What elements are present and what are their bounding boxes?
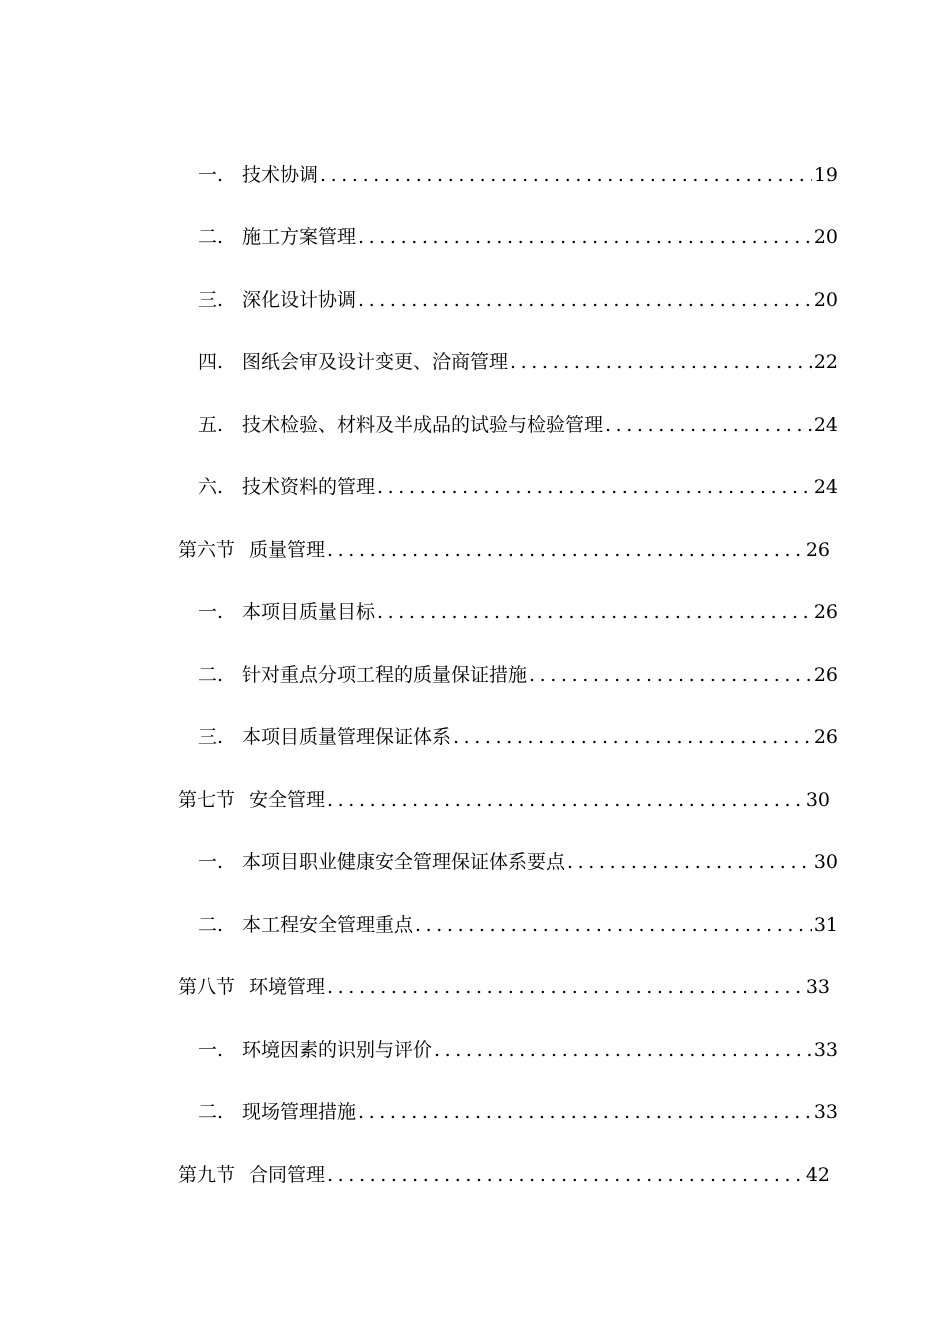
- toc-entry-number: 三.: [198, 289, 224, 311]
- dot-leader: [358, 1092, 812, 1132]
- dot-leader: [327, 967, 804, 1007]
- dot-leader: [327, 530, 804, 570]
- dot-leader: [510, 342, 812, 382]
- toc-entry-title: 现场管理措施: [242, 1101, 357, 1123]
- dot-leader: [377, 467, 812, 507]
- dot-leader: [453, 717, 812, 757]
- toc-entry-page: 30: [805, 789, 830, 811]
- toc-entry-title: 本工程安全管理重点: [242, 914, 414, 936]
- dot-leader: [358, 280, 812, 320]
- toc-entry[interactable]: [198, 405, 838, 445]
- toc-entry-page: 33: [813, 1101, 838, 1123]
- toc-entry-title: 技术协调: [242, 164, 319, 186]
- toc-section-number: 第六节: [178, 539, 236, 561]
- toc-entry[interactable]: [198, 842, 838, 882]
- toc-entry-page: 42: [805, 1164, 830, 1186]
- toc-entry-title: 本项目职业健康安全管理保证体系要点: [242, 851, 566, 873]
- dot-leader: [529, 655, 812, 695]
- toc-entry[interactable]: [198, 1092, 838, 1132]
- toc-entry[interactable]: [198, 592, 838, 632]
- toc-entry-title: 深化设计协调: [242, 289, 357, 311]
- toc-entry-number: 三.: [198, 726, 224, 748]
- toc-entry-number: 六.: [198, 476, 224, 498]
- dot-leader: [567, 842, 812, 882]
- toc-entry[interactable]: [198, 342, 838, 382]
- toc-entry-page: 24: [813, 476, 838, 498]
- toc-entry-page: 20: [813, 226, 838, 248]
- dot-leader: [377, 592, 812, 632]
- toc-entry-page: 26: [813, 664, 838, 686]
- toc-entry-number: 一.: [198, 1039, 224, 1061]
- toc-entry-page: 24: [813, 414, 838, 436]
- toc-entry-number: 一.: [198, 164, 224, 186]
- toc-entry-page: 33: [805, 976, 830, 998]
- toc-entry-title: 施工方案管理: [242, 226, 357, 248]
- toc-entry[interactable]: [198, 280, 838, 320]
- toc-section-title: 质量管理: [249, 539, 326, 561]
- toc-entry-number: 二.: [198, 664, 224, 686]
- toc-section-entry[interactable]: [178, 780, 830, 820]
- toc-entry-page: 31: [813, 914, 838, 936]
- dot-leader: [415, 905, 812, 945]
- toc-entry[interactable]: [198, 905, 838, 945]
- toc-entry-title: 本项目质量管理保证体系: [242, 726, 452, 748]
- toc-entry[interactable]: [198, 717, 838, 757]
- toc-entry-number: 二.: [198, 1101, 224, 1123]
- toc-entry-title: 本项目质量目标: [242, 601, 376, 623]
- toc-entry-number: 一.: [198, 601, 224, 623]
- toc-entry[interactable]: [198, 467, 838, 507]
- toc-entry-page: 26: [805, 539, 830, 561]
- toc-entry-number: 五.: [198, 414, 224, 436]
- toc-entry-page: 26: [813, 601, 838, 623]
- dot-leader: [358, 217, 812, 257]
- toc-section-title: 安全管理: [249, 789, 326, 811]
- dot-leader: [320, 155, 812, 195]
- toc-entry-page: 33: [813, 1039, 838, 1061]
- toc-entry-page: 26: [813, 726, 838, 748]
- toc-section-title: 合同管理: [249, 1164, 326, 1186]
- toc-entry-page: 19: [813, 164, 838, 186]
- toc-entry-page: 20: [813, 289, 838, 311]
- toc-entry[interactable]: [198, 655, 838, 695]
- toc-entry-page: 30: [813, 851, 838, 873]
- toc-entry-title: 技术检验、材料及半成品的试验与检验管理: [242, 414, 604, 436]
- toc-entry[interactable]: [198, 217, 838, 257]
- toc-entry-page: 22: [813, 351, 838, 373]
- toc-section-number: 第九节: [178, 1164, 236, 1186]
- dot-leader: [434, 1030, 812, 1070]
- toc-section-entry[interactable]: [178, 967, 830, 1007]
- dot-leader: [605, 405, 812, 445]
- toc-entry-number: 二.: [198, 914, 224, 936]
- dot-leader: [327, 1155, 804, 1195]
- dot-leader: [327, 780, 804, 820]
- toc-entry-number: 二.: [198, 226, 224, 248]
- toc-section-number: 第八节: [178, 976, 236, 998]
- toc-section-title: 环境管理: [249, 976, 326, 998]
- toc-entry-number: 一.: [198, 851, 224, 873]
- toc-entry-title: 图纸会审及设计变更、洽商管理: [242, 351, 509, 373]
- toc-section-number: 第七节: [178, 789, 236, 811]
- toc-section-entry[interactable]: [178, 530, 830, 570]
- toc-entry-title: 环境因素的识别与评价: [242, 1039, 433, 1061]
- toc-entry[interactable]: [198, 155, 838, 195]
- toc-entry[interactable]: [198, 1030, 838, 1070]
- toc-entry-title: 技术资料的管理: [242, 476, 376, 498]
- toc-section-entry[interactable]: [178, 1155, 830, 1195]
- toc-entry-number: 四.: [198, 351, 224, 373]
- toc-entry-title: 针对重点分项工程的质量保证措施: [242, 664, 528, 686]
